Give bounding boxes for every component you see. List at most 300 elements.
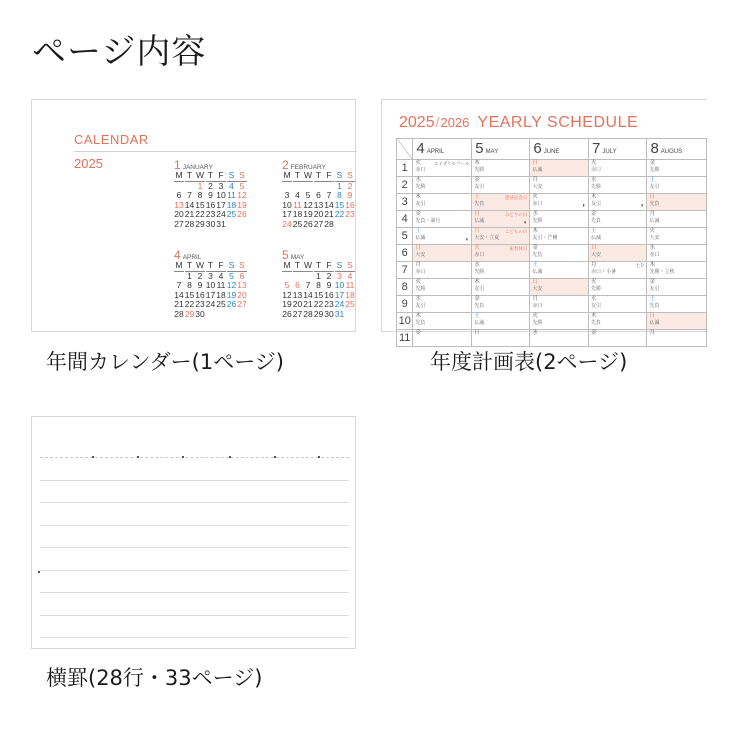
schedule-day-cell[interactable] [589, 177, 647, 194]
lined-page-dot-marker [137, 456, 139, 458]
calendar-day: 6 [316, 190, 321, 200]
calendar-day: 29 [195, 218, 205, 229]
schedule-day-cell[interactable] [530, 262, 589, 279]
schedule-day-cell[interactable] [472, 262, 530, 279]
calendar-weekday-label: T [206, 171, 216, 182]
schedule-day-cell[interactable] [472, 296, 530, 313]
schedule-day-number: 10 [397, 313, 413, 330]
calendar-day: 16 [195, 289, 205, 300]
schedule-row [397, 296, 707, 313]
schedule-title-text: YEARLY SCHEDULE [477, 114, 639, 131]
calendar-day: 10 [282, 199, 292, 210]
schedule-day-cell[interactable] [472, 313, 530, 330]
calendar-day: 19 [226, 289, 237, 300]
calendar-day: 4 [218, 270, 224, 281]
schedule-day-cell[interactable] [589, 313, 647, 330]
schedule-weekday: 金 [474, 296, 480, 302]
calendar-title: CALENDAR [74, 132, 149, 147]
schedule-day-number: 4 [397, 211, 413, 228]
schedule-rokuyo: 赤口 [591, 166, 602, 173]
calendar-day: 19 [282, 299, 292, 309]
schedule-weekday: 火 [532, 194, 538, 200]
calendar-weekday-label: T [293, 171, 303, 182]
calendar-day: 31 [216, 218, 226, 229]
schedule-rokuyo: 赤口 [649, 251, 660, 258]
schedule-weekday: 金 [591, 330, 597, 336]
schedule-weekday: 水 [649, 245, 655, 251]
calendar-day: 30 [324, 308, 334, 319]
calendar-weekday-label: T [293, 261, 303, 272]
schedule-rokuyo: 先勝 [415, 183, 426, 190]
schedule-month-header [530, 139, 589, 160]
calendar-day: 25 [345, 299, 355, 309]
schedule-day-cell[interactable] [530, 194, 589, 211]
schedule-day-cell[interactable] [472, 245, 530, 262]
schedule-rokuyo: 仏滅 [649, 217, 660, 224]
schedule-weekday: 火 [649, 228, 655, 234]
schedule-rokuyo: 先負 [415, 319, 426, 326]
calendar-weekday-label: F [324, 171, 334, 182]
calendar-day: 19 [237, 199, 247, 210]
calendar-day: 30 [195, 308, 205, 319]
calendar-day: 28 [184, 218, 195, 229]
calendar-day: 13 [237, 280, 247, 290]
schedule-day-cell[interactable] [530, 228, 589, 245]
schedule-month-name: JUNE [543, 149, 560, 155]
schedule-weekday: 日 [591, 245, 597, 251]
calendar-day: 3 [284, 190, 290, 200]
schedule-rokuyo: 先負 [474, 200, 485, 207]
lined-page-dot-marker [318, 456, 320, 458]
lined-page-dot-marker [38, 571, 40, 573]
calendar-day: 28 [174, 308, 184, 319]
calendar-day: 26 [303, 218, 313, 229]
calendar-preview-card[interactable] [31, 99, 356, 332]
schedule-day-number: 1 [397, 160, 413, 177]
schedule-rokuyo: 先負 [649, 302, 660, 309]
calendar-day: 22 [334, 209, 345, 219]
calendar-month-grid [282, 261, 355, 319]
schedule-day-cell[interactable] [413, 330, 472, 347]
schedule-month-header [647, 139, 707, 160]
schedule-rokuyo: 大安 [591, 251, 602, 258]
calendar-day: 8 [316, 280, 321, 290]
schedule-day-cell[interactable] [530, 211, 589, 228]
schedule-rokuyo: 大安 [532, 183, 543, 190]
schedule-rokuyo: 先負 [649, 200, 660, 207]
schedule-day-cell[interactable] [647, 177, 707, 194]
calendar-day: 14 [184, 199, 195, 210]
calendar-day: 14 [303, 289, 313, 300]
schedule-rokuyo: 先勝 [474, 268, 485, 275]
calendar-day: 27 [237, 299, 247, 309]
schedule-weekday: 日 [532, 279, 538, 285]
schedule-day-cell[interactable] [413, 296, 472, 313]
moon-phase-icon: ◐ [582, 203, 587, 209]
calendar-day: 29 [313, 308, 324, 319]
schedule-day-cell[interactable] [530, 296, 589, 313]
schedule-weekday: 水 [415, 177, 421, 183]
lined-page-rule [40, 480, 349, 481]
calendar-day: 3 [337, 270, 342, 281]
schedule-day-cell[interactable] [413, 313, 472, 330]
calendar-day: 14 [174, 289, 184, 300]
calendar-weekday-label: M [283, 260, 291, 270]
schedule-month-name: AUGUS [660, 149, 683, 155]
calendar-day: 7 [187, 190, 192, 200]
lined-page-rule [40, 637, 349, 638]
calendar-day: 11 [216, 280, 226, 290]
calendar-weekday-label: W [303, 260, 313, 270]
schedule-weekday: 土 [649, 296, 655, 302]
calendar-day: 21 [324, 209, 334, 219]
schedule-day-cell[interactable] [589, 194, 647, 211]
calendar-month-grid [282, 171, 355, 229]
schedule-rokuyo: 大安 [415, 251, 426, 258]
calendar-day: 21 [303, 299, 313, 309]
calendar-day: 12 [282, 289, 292, 300]
schedule-day-cell[interactable] [647, 211, 707, 228]
schedule-row [397, 262, 707, 279]
schedule-day-cell[interactable] [589, 245, 647, 262]
calendar-day: 6 [176, 190, 182, 200]
moon-phase-icon: ◐ [523, 220, 528, 226]
calendar-day: 9 [326, 280, 332, 290]
schedule-month-name: MAY [485, 149, 499, 155]
calendar-day: 30 [205, 218, 216, 229]
schedule-rokuyo: 赤口 [474, 251, 485, 258]
lined-page-dot-marker [229, 456, 231, 458]
calendar-day: 20 [313, 209, 324, 219]
calendar-day: 20 [237, 289, 247, 300]
schedule-day-cell[interactable] [530, 245, 589, 262]
calendar-day: 25 [226, 209, 237, 219]
calendar-weekday-label: T [185, 261, 195, 272]
schedule-month-name: APRIL [426, 149, 445, 155]
calendar-month [174, 158, 247, 229]
schedule-day-cell[interactable] [647, 296, 707, 313]
schedule-holiday-label: 憲法記念日 [504, 195, 528, 200]
calendar-day: 29 [184, 308, 195, 319]
lined-page-rule [40, 615, 349, 616]
schedule-day-cell[interactable] [589, 228, 647, 245]
schedule-rokuyo: 赤口・小暑 [591, 268, 617, 275]
schedule-day-number: 2 [397, 177, 413, 194]
schedule-weekday: 金 [649, 160, 655, 166]
calendar-month-name: MAY [290, 254, 305, 261]
schedule-weekday: 水 [474, 262, 480, 268]
calendar-caption: 年間カレンダー(1ページ) [46, 350, 284, 374]
calendar-day: 11 [227, 190, 236, 200]
schedule-day-cell[interactable] [647, 330, 707, 347]
schedule-rokuyo: 仏滅 [415, 234, 426, 241]
schedule-weekday: 木 [474, 279, 480, 285]
calendar-weekday-label: S [227, 171, 237, 182]
schedule-weekday: 木 [591, 313, 597, 319]
calendar-day: 17 [282, 209, 292, 219]
schedule-weekday: 火 [591, 279, 597, 285]
calendar-weekday-label: T [185, 171, 195, 182]
calendar-day: 1 [337, 180, 342, 191]
calendar-weekday-label: T [314, 171, 324, 182]
schedule-rokuyo: 先負 [591, 217, 602, 224]
calendar-day: 17 [216, 199, 226, 210]
calendar-month-number: 1 [174, 158, 181, 172]
schedule-month-number: 5 [475, 140, 484, 157]
schedule-rokuyo: 先勝 [474, 166, 485, 173]
schedule-rokuyo: 先勝 [591, 285, 602, 292]
schedule-month-number: 6 [533, 140, 542, 157]
calendar-weekday-label: S [237, 261, 247, 272]
schedule-weekday: 金 [474, 177, 480, 183]
schedule-month-header [589, 139, 647, 160]
schedule-day-cell[interactable] [589, 279, 647, 296]
schedule-rokuyo: 友引 [649, 285, 660, 292]
schedule-row [397, 160, 707, 177]
schedule-rokuyo: 赤口 [415, 268, 426, 275]
calendar-day: 10 [216, 190, 226, 200]
calendar-day: 15 [195, 199, 205, 210]
schedule-day-cell[interactable] [530, 313, 589, 330]
schedule-row [397, 313, 707, 330]
schedule-weekday: 火 [532, 313, 538, 319]
schedule-day-cell[interactable] [589, 330, 647, 347]
calendar-day: 15 [313, 289, 324, 300]
schedule-rokuyo: 先負 [474, 302, 485, 309]
calendar-day: 6 [239, 270, 245, 281]
calendar-day: 26 [237, 209, 247, 219]
schedule-day-cell[interactable] [472, 279, 530, 296]
schedule-rokuyo: 赤口 [532, 302, 543, 309]
calendar-weekday-label: F [216, 171, 226, 182]
lined-page-preview-card[interactable] [31, 416, 356, 649]
calendar-day: 26 [282, 308, 292, 319]
schedule-weekday: 火 [415, 279, 421, 285]
schedule-day-cell[interactable] [530, 177, 589, 194]
calendar-month-name: APRIL [182, 254, 202, 261]
calendar-day: 15 [184, 289, 195, 300]
schedule-rokuyo: 先勝 [591, 183, 602, 190]
calendar-day: 20 [174, 209, 184, 219]
schedule-weekday: 木 [591, 194, 597, 200]
calendar-day: 8 [197, 190, 203, 200]
calendar-day: 18 [345, 289, 355, 300]
schedule-weekday: 月 [649, 211, 655, 217]
calendar-day: 10 [205, 280, 216, 290]
schedule-day-cell[interactable] [647, 228, 707, 245]
calendar-month [174, 248, 247, 319]
schedule-rokuyo: 先勝 [649, 166, 660, 173]
schedule-rokuyo: 友引 [415, 200, 426, 207]
schedule-weekday: 月 [532, 177, 538, 183]
calendar-day: 22 [195, 209, 205, 219]
schedule-day-cell[interactable] [647, 245, 707, 262]
schedule-row [397, 330, 707, 347]
lined-page-caption: 横罫(28行・33ページ) [46, 666, 263, 690]
schedule-rokuyo: 友引 [649, 183, 660, 190]
schedule-title-slash: / [435, 114, 440, 130]
lined-page-rule [40, 570, 349, 571]
calendar-month-name: FEBRUARY [290, 164, 326, 171]
schedule-day-cell[interactable] [647, 160, 707, 177]
schedule-day-cell[interactable] [413, 194, 472, 211]
calendar-day: 19 [303, 209, 313, 219]
schedule-weekday: 木 [532, 228, 538, 234]
schedule-day-cell[interactable] [647, 313, 707, 330]
calendar-day: 27 [313, 218, 324, 229]
calendar-day: 5 [305, 190, 311, 200]
calendar-weekday-label: T [314, 261, 324, 272]
calendar-weekday-label: S [227, 261, 237, 272]
schedule-day-cell[interactable] [413, 228, 472, 245]
schedule-rokuyo: 仏滅 [532, 166, 543, 173]
calendar-day: 16 [324, 289, 334, 300]
schedule-day-cell[interactable] [413, 177, 472, 194]
schedule-day-cell[interactable] [472, 194, 530, 211]
schedule-rokuyo: 仏滅 [649, 319, 660, 326]
schedule-day-cell[interactable] [472, 160, 530, 177]
schedule-weekday: 金 [649, 279, 655, 285]
calendar-month [282, 248, 355, 319]
calendar-day: 23 [195, 299, 205, 309]
lined-page-dot-marker [182, 456, 184, 458]
schedule-rokuyo: 先勝・立秋 [649, 268, 675, 275]
schedule-rokuyo: 大安 [532, 285, 543, 292]
calendar-year: 2025 [74, 156, 103, 171]
schedule-day-cell[interactable] [413, 279, 472, 296]
schedule-weekday: 土 [474, 313, 480, 319]
schedule-day-number: 11 [397, 330, 413, 347]
schedule-day-cell[interactable] [530, 279, 589, 296]
calendar-title-rule [74, 151, 357, 152]
calendar-day: 3 [218, 180, 224, 191]
schedule-row [397, 177, 707, 194]
schedule-rokuyo: 友引 [474, 285, 485, 292]
calendar-day: 16 [345, 199, 355, 210]
calendar-day: 8 [187, 280, 192, 290]
calendar-weekday-label: W [195, 170, 205, 180]
calendar-day: 2 [208, 180, 213, 191]
calendar-weekday-label: S [335, 261, 345, 272]
schedule-day-cell[interactable] [647, 262, 707, 279]
schedule-day-number: 5 [397, 228, 413, 245]
schedule-rokuyo: 先勝 [532, 319, 543, 326]
calendar-day: 16 [205, 199, 216, 210]
page-heading: ページ内容 [32, 32, 207, 72]
calendar-weekday-label: F [216, 261, 226, 272]
schedule-rokuyo: 赤口 [415, 166, 426, 173]
calendar-day: 24 [334, 299, 345, 309]
calendar-day: 2 [347, 180, 353, 191]
schedule-rokuyo: 先勝 [532, 217, 543, 224]
schedule-rokuyo: 友引・芒種 [532, 234, 558, 241]
calendar-day: 25 [292, 218, 303, 229]
schedule-day-cell[interactable] [472, 228, 530, 245]
calendar-day: 11 [293, 199, 302, 210]
schedule-caption: 年度計画表(2ページ) [430, 350, 628, 374]
calendar-day: 7 [176, 280, 182, 290]
moon-phase-icon: ◐ [640, 203, 645, 209]
moon-phase-icon: ◐ [465, 237, 470, 243]
schedule-weekday: 土 [591, 228, 597, 234]
yearly-schedule-preview-card[interactable] [381, 99, 707, 344]
schedule-weekday: 水 [532, 211, 538, 217]
calendar-day: 12 [303, 199, 313, 210]
schedule-day-cell[interactable] [530, 160, 589, 177]
schedule-day-cell[interactable] [589, 262, 647, 279]
schedule-day-cell[interactable] [472, 177, 530, 194]
schedule-weekday: 土 [415, 228, 421, 234]
schedule-day-cell[interactable] [647, 194, 707, 211]
lined-page-dot-marker [92, 456, 94, 458]
schedule-rokuyo: 先勝 [415, 285, 426, 292]
schedule-day-cell[interactable] [413, 262, 472, 279]
calendar-day: 8 [337, 190, 342, 200]
calendar-month [282, 158, 355, 229]
schedule-day-cell[interactable] [472, 330, 530, 347]
calendar-day: 21 [184, 209, 195, 219]
schedule-day-cell[interactable] [413, 245, 472, 262]
schedule-title [399, 114, 638, 132]
schedule-rokuyo: 大安 [649, 234, 660, 241]
schedule-day-cell[interactable] [589, 296, 647, 313]
schedule-rokuyo: 先負 [532, 251, 543, 258]
calendar-day: 23 [324, 299, 334, 309]
schedule-holiday-label: みどりの日 [504, 212, 528, 217]
schedule-event-label: エイプリルフール [433, 161, 470, 166]
calendar-day: 24 [216, 209, 226, 219]
calendar-day: 22 [313, 299, 324, 309]
schedule-day-cell[interactable] [589, 211, 647, 228]
schedule-day-cell[interactable] [472, 211, 530, 228]
calendar-day: 17 [334, 289, 345, 300]
calendar-day: 4 [347, 270, 353, 281]
schedule-weekday: 木 [415, 313, 421, 319]
schedule-weekday: 月 [532, 296, 538, 302]
schedule-weekday: 木 [415, 194, 421, 200]
schedule-day-cell[interactable] [589, 160, 647, 177]
schedule-weekday: 日 [649, 313, 655, 319]
schedule-day-cell[interactable] [530, 330, 589, 347]
calendar-day: 14 [324, 199, 334, 210]
schedule-rokuyo: 友引 [591, 200, 602, 207]
lined-page-rule [40, 547, 349, 548]
schedule-title-year-start: 2025 [399, 114, 435, 131]
schedule-day-cell[interactable] [413, 211, 472, 228]
lined-page-header-rule [40, 457, 349, 458]
schedule-day-cell[interactable] [413, 160, 472, 177]
calendar-month-number: 2 [282, 158, 289, 172]
calendar-month-name: JANUARY [182, 164, 213, 171]
schedule-weekday: 日 [474, 211, 480, 217]
schedule-rokuyo: 赤口 [532, 200, 543, 207]
calendar-day: 24 [282, 218, 292, 229]
calendar-day: 12 [226, 280, 237, 290]
schedule-row [397, 279, 707, 296]
calendar-weekday-label: F [324, 261, 334, 272]
calendar-weekday-label: M [175, 170, 183, 180]
calendar-day: 18 [226, 199, 237, 210]
calendar-day: 13 [313, 199, 324, 210]
schedule-day-cell[interactable] [647, 279, 707, 296]
calendar-day: 2 [326, 270, 332, 281]
schedule-weekday: 土 [649, 177, 655, 183]
lined-page-rule [40, 502, 349, 503]
schedule-rokuyo: 先負・満月 [415, 217, 441, 224]
calendar-day: 13 [174, 199, 184, 210]
calendar-weekday-label: W [303, 170, 313, 180]
calendar-day: 24 [205, 299, 216, 309]
